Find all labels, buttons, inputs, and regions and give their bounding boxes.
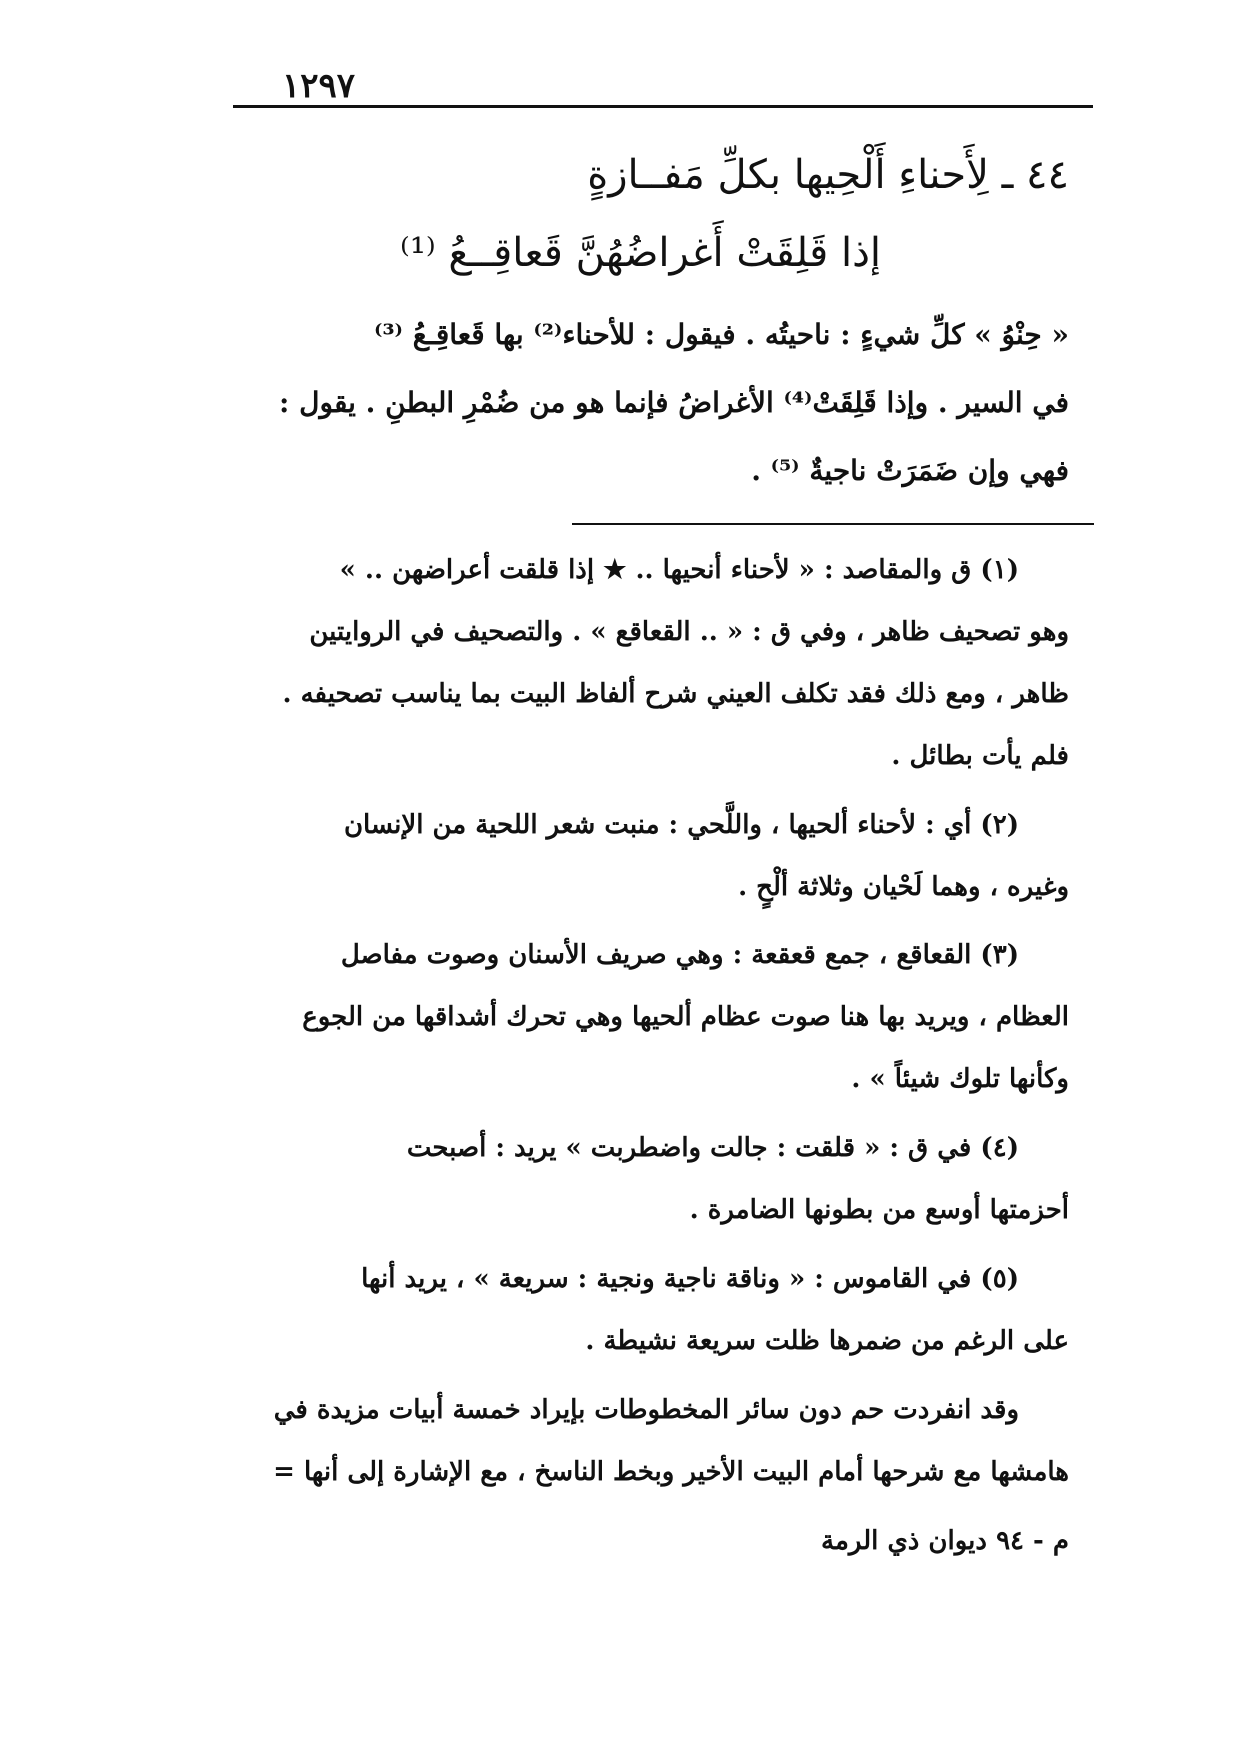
footnote-1-line-1: (١) ق والمقاصد : « لأحناء أنحيها .. ★ إذا قلقت أعراضهن .. »: [339, 555, 1019, 585]
page-number: ١٢٩٧: [282, 66, 356, 106]
footnote-2-line-1: (٢) أي : لأحناء ألحيها ، واللَّحي : منبت شعر اللحية من الإنسان: [343, 810, 1019, 840]
footnote-separator: [572, 523, 1094, 525]
footnote-3-line-1: (٣) القعاقع ، جمع قعقعة : وهي صريف الأسنان وصوت مفاصل: [340, 940, 1019, 970]
footnote-1-line-4: فلم يأت بطائل .: [891, 741, 1069, 771]
footnote-1-line-3: ظاهر ، ومع ذلك فقد تكلف العيني شرح ألفاظ البيت بما يناسب تصحيفه .: [282, 679, 1069, 709]
verse-line-2: إذا قَلِقَتْ أَغراضُهُنَّ قَعاقِــعُ ⁽¹⁾: [400, 230, 881, 276]
signature-line: م - ٩٤ ديوان ذي الرمة: [821, 1526, 1069, 1556]
footnote-5-line-2: على الرغم من ضمرها ظلت سريعة نشيطة .: [585, 1326, 1069, 1356]
note-line-1: وقد انفردت حم دون سائر المخطوطات بإيراد خمسة أبيات مزيدة في: [273, 1395, 1019, 1425]
commentary-line-3: فهي وإن ضَمَرَتْ ناجيةٌ ⁽⁵⁾ .: [751, 454, 1069, 487]
commentary-line-1: « حِنْوُ » كلِّ شيءٍ : ناحيتُه . فيقول : للأحناء⁽²⁾ بها قَعاقِـعُ ⁽³⁾: [374, 318, 1069, 351]
footnote-5-line-1: (٥) في القاموس : « وناقة ناجية ونجية : سريعة » ، يريد أنها: [361, 1264, 1019, 1294]
verse-line-1: ٤٤ ـ لِأَحناءِ أَلْحِيها بكلِّ مَفــازةٍ: [587, 152, 1069, 198]
header-rule: [233, 105, 1093, 108]
footnote-3-line-2: العظام ، ويريد بها هنا صوت عظام ألحيها وهي تحرك أشداقها من الجوع: [302, 1002, 1069, 1032]
footnote-4-line-2: أحزمتها أوسع من بطونها الضامرة .: [689, 1195, 1069, 1225]
footnote-4-line-1: (٤) في ق : « قلقت : جالت واضطربت » يريد : أصبحت: [406, 1133, 1019, 1163]
footnote-2-line-2: وغيره ، وهما لَحْيان وثلاثة ألْحٍ .: [738, 872, 1069, 902]
footnote-1-line-2: وهو تصحيف ظاهر ، وفي ق : « .. القعاقع » . والتصحيف في الروايتين: [309, 617, 1069, 647]
footnote-3-line-3: وكأنها تلوك شيئاً » .: [851, 1064, 1069, 1094]
note-line-2: هامشها مع شرحها أمام البيت الأخير وبخط الناسخ ، مع الإشارة إلى أنها =: [273, 1457, 1069, 1487]
commentary-line-2: في السير . وإذا قَلِقَتْ⁽⁴⁾ الأغراضُ فإنما هو من ضُمْرِ البطنِ . يقول :: [279, 386, 1069, 419]
